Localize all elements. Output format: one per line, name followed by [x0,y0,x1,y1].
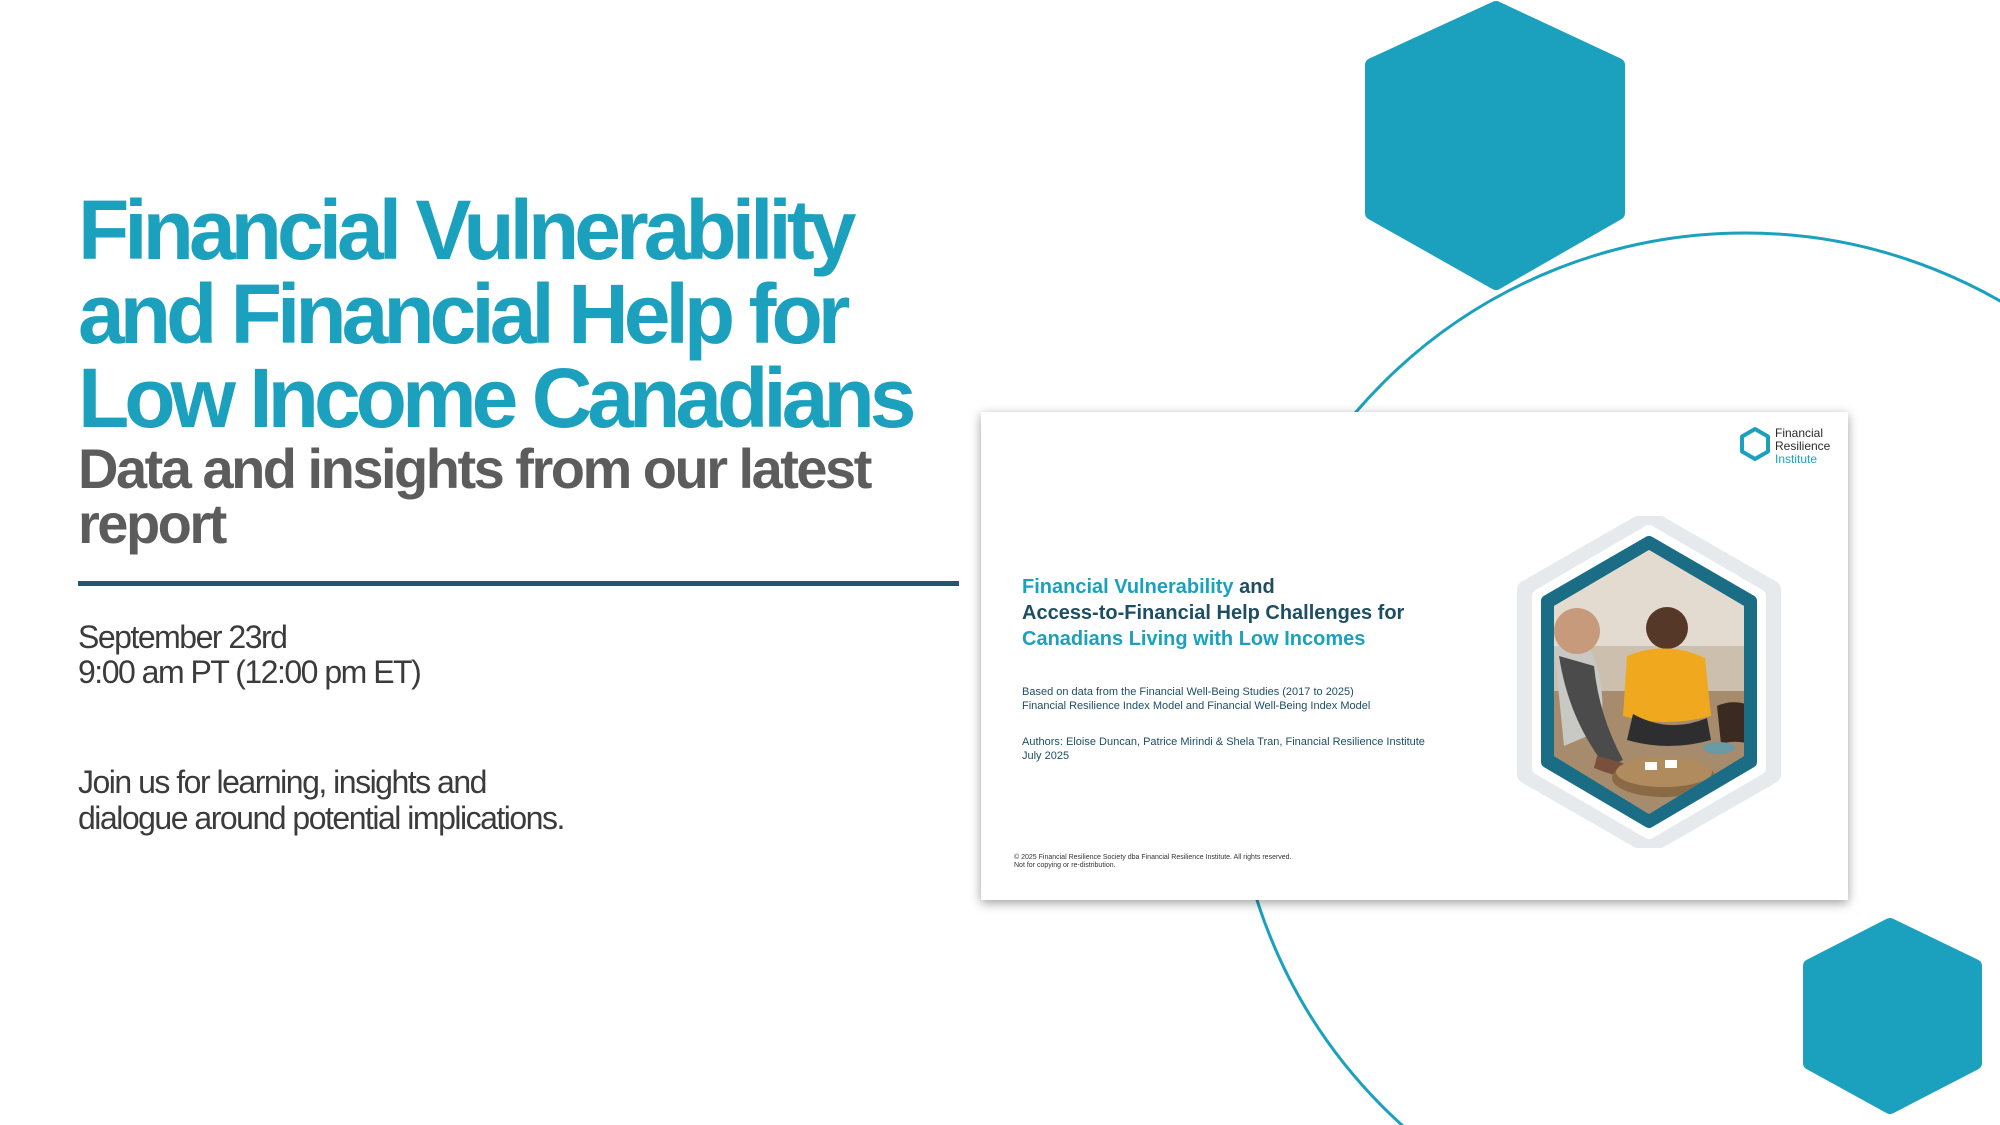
hero-title-line: and Financial Help for [78,267,846,361]
logo-text-line: Institute [1775,452,1818,466]
hero-title [78,183,978,445]
section-divider [78,581,959,586]
report-cover-photo [1499,516,1799,848]
event-date: September 23rd [78,619,287,655]
report-title-line: Canadians Living with Low Incomes [1022,628,1366,650]
logo-wordmark [1775,427,1830,466]
invite-text-line: Join us for learning, insights and [78,764,486,800]
report-title [1022,574,1404,652]
report-title-line: Access-to-Financial Help Challenges for [1022,602,1405,624]
report-data-basis [1022,685,1370,713]
hero-subtitle: Data and insights from our latest report [78,437,870,555]
report-authors [1022,735,1425,763]
report-basis-line: Financial Resilience Index Model and Financial Well-Being Index Model [1022,700,1371,712]
event-time: 9:00 am PT (12:00 pm ET) [78,654,421,690]
hexagon-logo-icon [1738,426,1772,462]
copyright-line: © 2025 Financial Resilience Society dba Financial Resilience Institute. All rights reserved. [1014,854,1292,861]
hexagon-bottom-decoration [1810,925,1975,1107]
report-date: July 2025 [1022,750,1070,762]
report-title-accent: Financial Vulnerability [1022,576,1234,598]
report-title-line [1022,574,1404,600]
hero-title-line: Financial Vulnerability [78,183,852,277]
logo-text-line: Resilience [1775,439,1831,453]
hexagon-top-decoration [1372,8,1618,283]
institute-logo [1738,424,1848,470]
logo-text-line: Financial [1775,426,1824,440]
invite-text-line: dialogue around potential implications. [78,800,564,836]
report-title-rest: and [1233,576,1275,598]
report-cover-preview [981,412,1848,900]
report-basis-line: Based on data from the Financial Well-Being Studies (2017 to 2025) [1022,686,1354,698]
copyright-line: Not for copying or re-distribution. [1014,862,1116,869]
hero-title-line: Low Income Canadians [78,351,912,445]
report-authors-line: Authors: Eloise Duncan, Patrice Mirindi & Shela Tran, Financial Resilience Institute [1022,736,1425,748]
report-copyright [1014,854,1292,870]
